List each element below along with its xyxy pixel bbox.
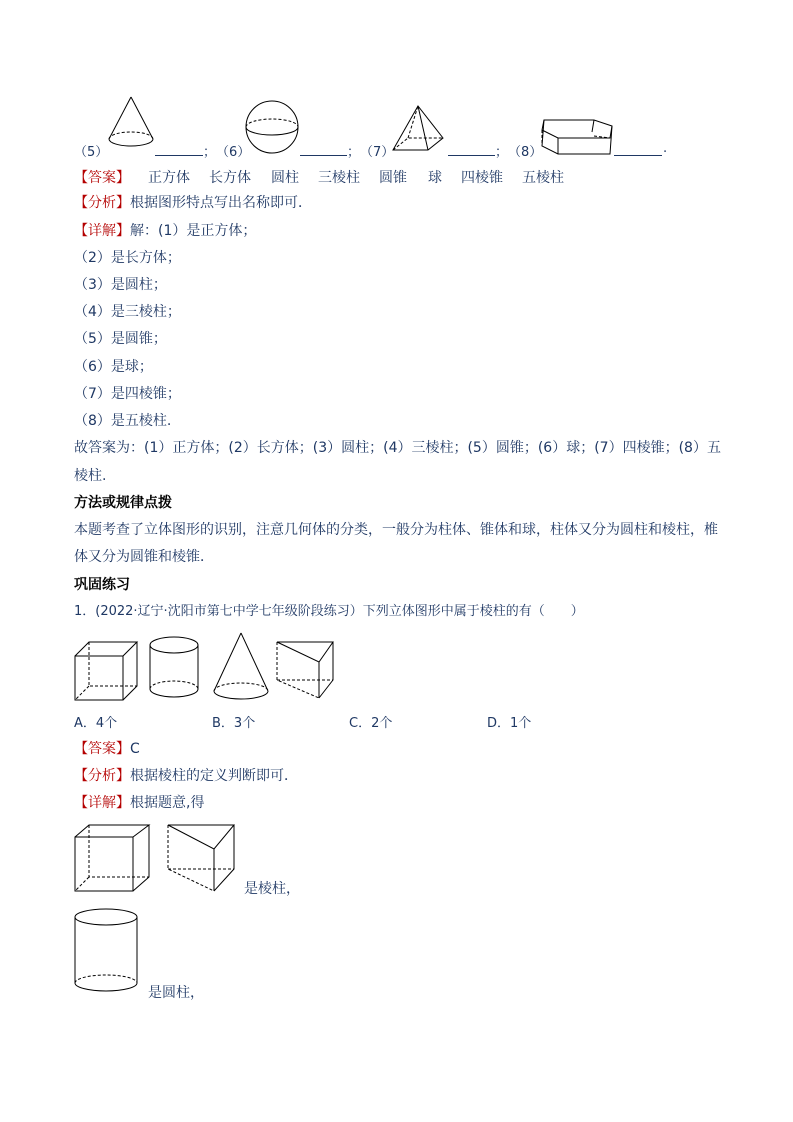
option-d[interactable]: D．1个 [487,716,532,731]
method-heading: 方法或规律点拨 [74,495,172,511]
detail-line: （5）是圆锥； [74,331,167,347]
detail-line: （3）是圆柱； [74,277,167,293]
answer-item: 三棱柱 [318,170,360,186]
analysis-label: 【分析】 [74,195,130,211]
prism-note: 是棱柱， [244,881,300,897]
summary-line: 故答案为：(1）正方体；(2）长方体；(3）圆柱；(4）三棱柱；(5）圆锥；(6）球；(7）四棱锥；(8）五 [74,440,721,456]
cylinder-icon [148,635,200,699]
detail-line [74,794,204,812]
detail-line: （8）是五棱柱. [74,413,172,429]
cone-icon [105,95,157,150]
detail-text: 解：(1）是正方体； [130,223,257,239]
triangular-prism-icon [166,823,236,893]
method-text: 本题考查了立体图形的识别，注意几何体的分类，一般分为柱体、锥体和球，柱体又分为圆柱和棱柱，椎 [74,522,718,538]
item-5-number: （5） [74,145,109,160]
analysis-line [74,767,298,785]
separator: ； [203,145,217,160]
separator: . [663,141,668,156]
detail-line: （2）是长方体； [74,250,181,266]
summary-line: 棱柱. [74,468,107,484]
blank-8[interactable] [614,141,662,156]
analysis-text: 根据棱柱的定义判断即可． [130,768,298,784]
pentagonal-prism-icon [538,116,616,158]
cube-icon [73,640,139,702]
answer-label: 【答案】 [74,741,130,757]
answer-item: 圆柱 [271,170,299,186]
cylinder-icon [73,907,139,993]
answer-value: C [130,741,140,757]
blank-7[interactable] [448,141,495,156]
answer-item: 长方体 [209,170,251,186]
answer-label: 【答案】 [74,170,130,186]
analysis-text: 根据图形特点写出名称即可． [130,195,312,211]
detail-label: 【详解】 [74,795,130,811]
analysis-label: 【分析】 [74,768,130,784]
square-pyramid-icon [390,104,446,154]
option-c[interactable]: C．2个 [349,716,393,731]
detail-label: 【详解】 [74,223,130,239]
blank-6[interactable] [300,141,347,156]
analysis-line [74,194,312,212]
detail-line: （7）是四棱锥； [74,386,181,402]
option-a[interactable]: A．4个 [74,716,118,731]
answer-item: 圆锥 [379,170,407,186]
blank-5[interactable] [155,141,203,156]
detail-line [74,222,256,240]
cylinder-note: 是圆柱， [148,985,204,1001]
item-8-number: （8） [508,145,543,160]
answer-line [74,740,140,758]
sphere-icon [244,100,300,154]
item-7-number: （7） [360,145,395,160]
separator: ； [495,145,509,160]
detail-line: （4）是三棱柱； [74,304,181,320]
answer-item: 五棱柱 [522,170,564,186]
separator: ； [347,145,361,160]
cube-icon [73,823,151,893]
method-text: 体又分为圆锥和棱锥． [74,549,214,565]
practice-question: 1．(2022·辽宁·沈阳市第七中学七年级阶段练习）下列立体图形中属于棱柱的有（ ） [74,604,584,619]
detail-line: （6）是球； [74,359,153,375]
practice-heading: 巩固练习 [74,577,130,593]
cone-icon [212,631,270,701]
answer-item: 球 [428,170,442,186]
detail-text: 根据题意,得 [130,795,205,811]
item-6-number: （6） [216,145,251,160]
answer-item: 四棱锥 [461,170,503,186]
answer-item: 正方体 [148,170,190,186]
triangular-prism-icon [275,640,335,700]
option-b[interactable]: B．3个 [212,716,256,731]
